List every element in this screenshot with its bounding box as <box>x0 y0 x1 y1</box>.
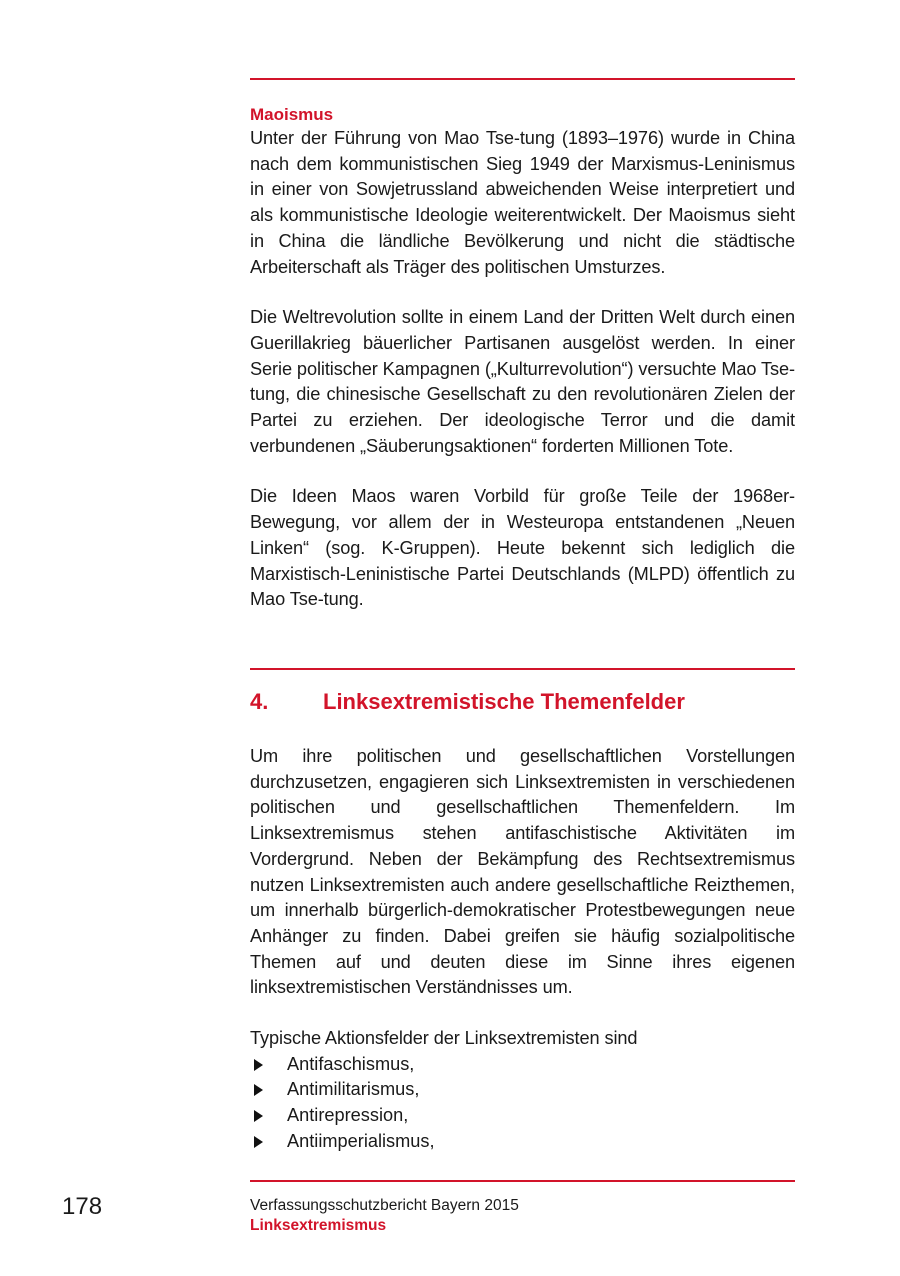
paragraph: Die Ideen Maos waren Vorbild für große Teile der 1968er-Bewegung, vor allem der in Westeuropa entstandenen „Neuen Linken“ (sog. K-Gruppen). Heute bekennt sich lediglich die Marxistisch-Leninistische Partei Deutschlands (MLPD) öffentlich zu Mao Tse-tung. <box>250 486 795 610</box>
action-fields-list <box>250 1052 795 1155</box>
chapter-heading: Linksextremistische Themenfelder <box>323 689 685 714</box>
list-item: Antimilitarismus, <box>250 1077 795 1103</box>
paragraph: Um ihre politischen und gesellschaftlichen Vorstellungen durchzusetzen, engagieren sich Linksextremisten in verschiedenen politischen und gesellschaftlichen Themenfeldern. Im Linksextremismus stehen antifaschistische Aktivitäten im Vordergrund. Neben der Bekämpfung des Rechtsextremismus nutzen Linksextremisten auch andere gesellschaftliche Reizthemen, um innerhalb bürgerlich-demokratischer Protestbewegungen neue Anhänger zu finden. Dabei greifen sie häufig sozialpolitische Themen auf und deuten diese im Sinne ihres eigenen linksextremistischen Verständnisses um. <box>250 746 795 998</box>
top-divider <box>250 78 795 80</box>
list-item: Antifaschismus, <box>250 1052 795 1078</box>
paragraph: Unter der Führung von Mao Tse-tung (1893–1976) wurde in China nach dem kommunistischen Sieg 1949 der Marxismus-Leninismus in einer von Sowjetrussland abweichenden Weise interpretiert und als kommunistische Ideologie weiterentwickelt. Der Maoismus sieht in China die ländliche Bevölkerung und nicht die städtische Arbeiterschaft als Träger des politischen Umsturzes. <box>250 128 795 277</box>
running-footer <box>250 1196 519 1236</box>
section-name: Linksextremismus <box>250 1217 387 1234</box>
list-intro: Typische Aktionsfelder der Linksextremisten sind <box>250 1028 638 1049</box>
publication-title: Verfassungsschutzbericht Bayern 2015 <box>250 1197 519 1214</box>
maoismus-section <box>250 104 795 613</box>
list-item: Antirepression, <box>250 1103 795 1129</box>
chapter-title <box>250 689 685 715</box>
list-item: Antiimperialismus, <box>250 1129 795 1155</box>
triangle-bullet-icon <box>254 1059 263 1071</box>
section-heading: Maoismus <box>250 105 334 124</box>
triangle-bullet-icon <box>254 1084 263 1096</box>
paragraph: Die Weltrevolution sollte in einem Land der Dritten Welt durch einen Guerillakrieg bäuerlicher Partisanen ausgelöst werden. In einer Serie politischer Kampagnen („Kulturrevolution“) versuchte Mao Tse-tung, die chinesische Gesellschaft zu den revolutionären Zielen der Partei zu erziehen. Der ideologische Terror und die damit verbundenen „Säuberungsaktionen“ forderten Millionen Tote. <box>250 307 795 456</box>
chapter-body <box>250 744 795 1155</box>
page-number: 178 <box>62 1193 103 1220</box>
footer-divider <box>250 1180 795 1182</box>
triangle-bullet-icon <box>254 1136 263 1148</box>
triangle-bullet-icon <box>254 1110 263 1122</box>
chapter-divider <box>250 668 795 670</box>
chapter-number: 4. <box>250 689 269 714</box>
